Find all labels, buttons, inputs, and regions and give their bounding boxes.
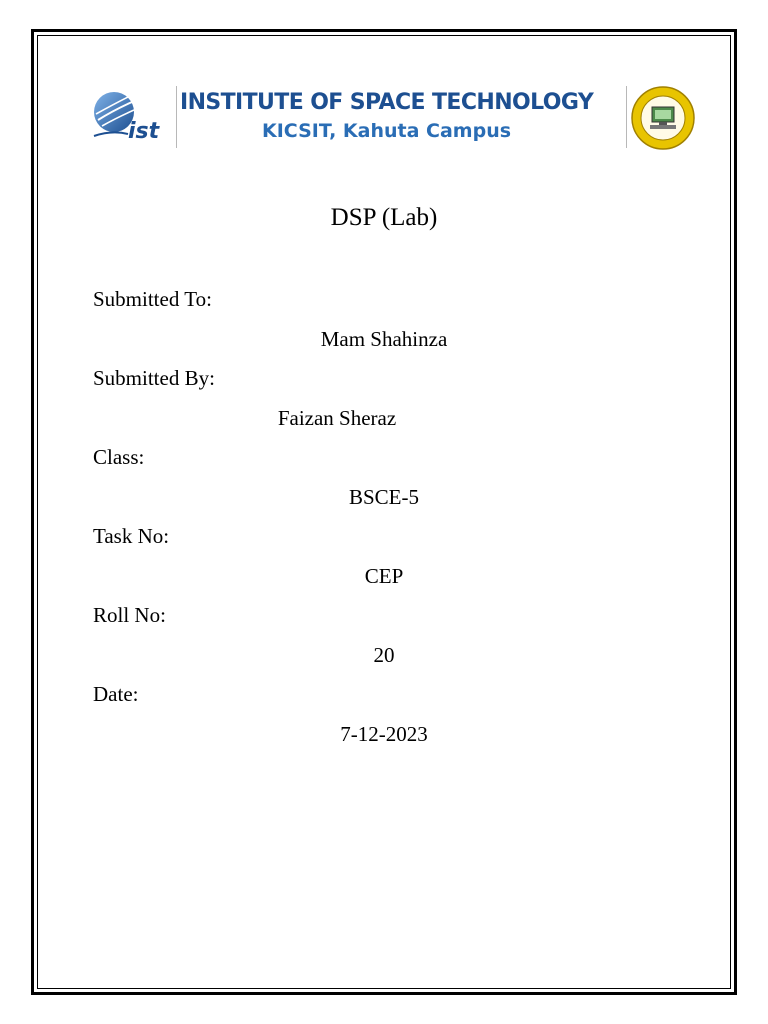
header-divider-left — [176, 86, 177, 148]
date-value: 7-12-2023 — [340, 722, 428, 746]
institute-name: INSTITUTE OF SPACE TECHNOLOGY — [180, 90, 594, 115]
header-divider-right — [626, 86, 627, 148]
page-border-inner — [37, 35, 731, 989]
submitted-by-label: Submitted By: — [93, 366, 215, 390]
ist-logo — [92, 90, 178, 146]
task-no-value: CEP — [364, 564, 404, 588]
class-value: BSCE-5 — [348, 485, 419, 509]
institute-header — [88, 84, 700, 154]
kicsit-seal — [630, 86, 696, 150]
task-no-label: Task No: — [93, 524, 170, 548]
roll-no-value: 20 — [373, 643, 395, 667]
date-label: Date: — [93, 682, 139, 706]
document-title: DSP (Lab) — [330, 204, 438, 231]
submitted-to-label: Submitted To: — [93, 287, 212, 311]
ist-logo-text: ist — [128, 119, 160, 144]
class-label: Class: — [93, 445, 145, 469]
submitted-by-value: Faizan Sheraz — [277, 406, 397, 430]
campus-name: KICSIT, Kahuta Campus — [262, 120, 512, 142]
roll-no-label: Roll No: — [93, 603, 166, 627]
submitted-to-value: Mam Shahinza — [320, 327, 448, 351]
